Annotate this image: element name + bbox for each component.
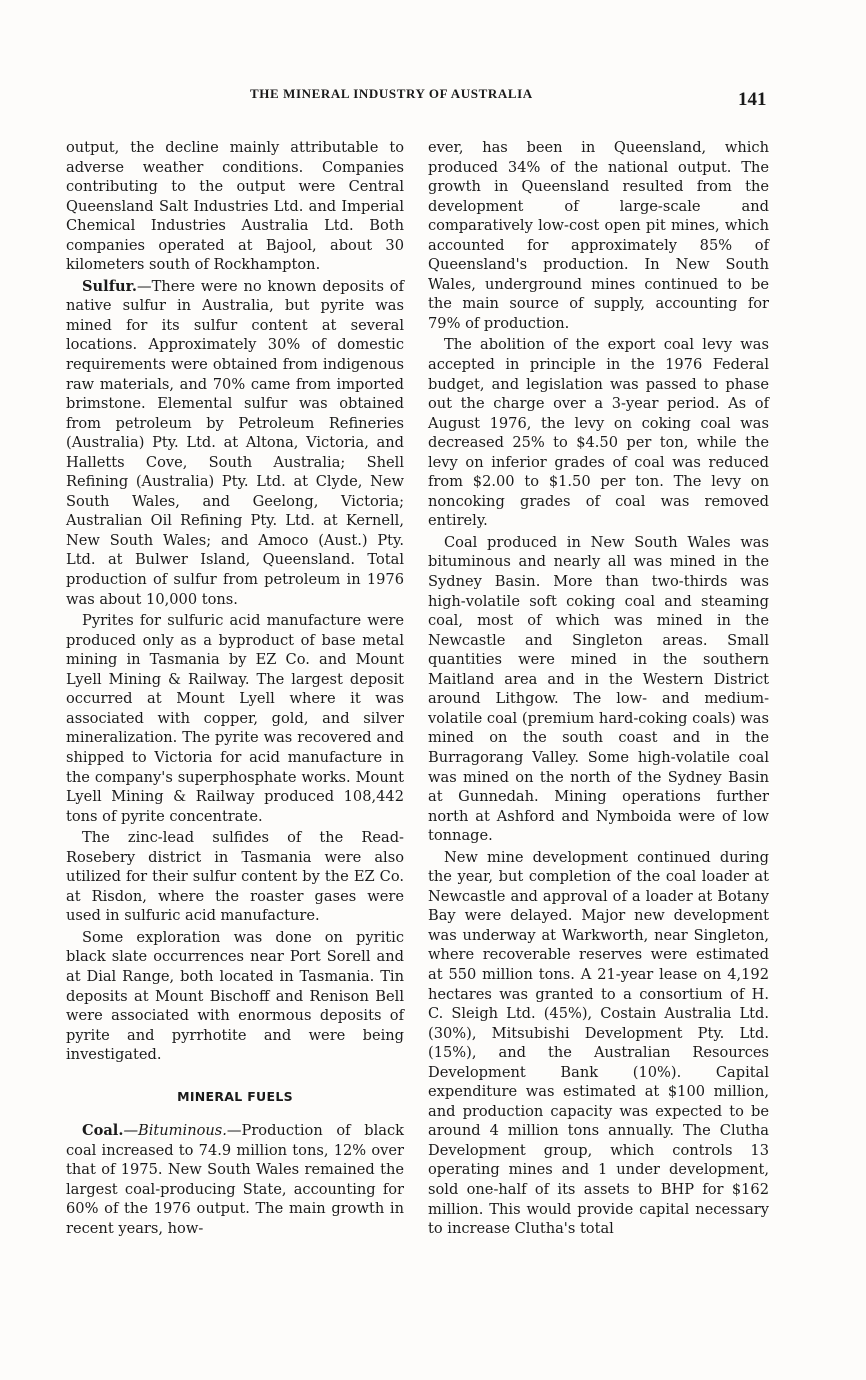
paragraph-nsw-coal: Coal produced in New South Wales was bituminous and nearly all was mined in the Sydney Basin. More than two-thirds was high-volatile soft coking coal and steaming coal, most of which was mined in the Newcastle and Singleton areas. Small quantities were mined in the southern Maitland area and in the Western District around Lithgow. The low- and medium-volatile coal (premium hard-coking coals) was mined on the south coast and in the Burragorang Valley. Some high-volatile coal was mined on the north of the Sydney Basin at Gunnedah. Mining operations further north at Ashford and Nymboida were of low tonnage. [428,533,769,845]
paragraph-queensland-continued: ever, has been in Queensland, which produced 34% of the national output. The growth in Queensland resulted from the development of large-scale and comparatively low-cost open pit mines, which accounted for approximately 85% of Queensland's production. In New South Wales, underground mines continued to be the main source of supply, accounting for 79% of production. [428,139,769,332]
sulfur-text: —There were no known deposits of native sulfur in Australia, but pyrite was mined for its sulfur content at several locations. Approximately 30% of domestic requirements were obtained from indigenous raw materials, and 70% came from imported brimstone. Elemental sulfur was obtained from petroleum by Petroleum Refineries (Australia) Pty. Ltd. at Altona, Victoria, and Halletts Cove, South Australia; Shell Refining (Australia) Pty. Ltd. at Clyde, New South Wales, and Geelong, Victoria; Australian Oil Refining Pty. Ltd. at Kernell, New South Wales; and Amoco (Aust.) Pty. Ltd. at Bulwer Island, Queensland. Total production of sulfur from petroleum in 1976 was about 10,000 tons. [66,277,404,608]
paragraph-mine-development: New mine development continued during the year, but completion of the coal loader at Newcastle and approval of a loader at Botany Bay were delayed. Major new development was underway at Warkworth, near Singleton, where recoverable reserves were estimated at 550 million tons. A 21-year lease on 4,192 hectares was granted to a consortium of H. C. Sleigh Ltd. (45%), Costain Australia Ltd. (30%), Mitsubishi Development Pty. Ltd. (15%), and the Australian Resources Development Bank (10%). Capital expenditure was estimated at $100 million, and production capacity was expected to be around 4 million tons annually. The Clutha Development group, which controls 13 operating mines and 1 under development, sold one-half of its assets to BHP for $162 million. This would provide capital necessary to increase Clutha's total [428,848,769,1238]
sulfur-heading: Sulfur. [82,277,138,295]
paragraph-exploration: Some exploration was done on pyritic black slate occurrences near Port Sorell and at Dial Range, both located in Tasmania. Tin deposits at Mount Bischoff and Renison Bell were associated with enormous deposits of pyrite and pyrrhotite and were being investigated. [66,928,404,1064]
left-column [66,138,404,1241]
paragraph-export-levy: The abolition of the export coal levy was accepted in principle in the 1976 Federal budget, and legislation was passed to phase out the charge over a 3-year period. As of August 1976, the levy on coking coal was decreased 25% to $4.50 per ton, while the levy on inferior grades of coal was reduced from $2.00 to $1.50 per ton. The levy on noncoking grades of coal was removed entirely. [428,336,769,530]
page-number: 141 [738,89,767,110]
paragraph-salt-continued: output, the decline mainly attributable to adverse weather conditions. Companies contributing to the output were Central Queensland Salt Industries Ltd. and Imperial Chemical Industries Australia Ltd. Both companies operated at Bajool, about 30 kilometers south of Rockhampton. [66,139,404,274]
coal-heading: Coal. [82,1122,124,1140]
paragraph-sulfur [66,277,404,609]
running-head: THE MINERAL INDUSTRY OF AUSTRALIA [250,86,533,101]
bituminous-subheading: —Bituminous. [123,1122,227,1140]
right-column [428,138,769,1241]
section-heading-mineral-fuels: MINERAL FUELS [177,1088,293,1104]
paragraph-pyrites: Pyrites for sulfuric acid manufacture were produced only as a byproduct of base metal mining in Tasmania by EZ Co. and Mount Lyell Mining & Railway. The largest deposit occurred at Mount Lyell where it was associated with copper, gold, and silver mineralization. The pyrite was recovered and shipped to Victoria for acid manufacture in the company's superphosphate works. Mount Lyell Mining & Railway produced 108,442 tons of pyrite concentrate. [66,612,404,825]
paragraph-coal [66,1121,404,1238]
coal-text: —Production of black coal increased to 74.9 million tons, 12% over that of 1975. New South Wales remained the largest coal-producing State, accounting for 60% of the 1976 output. The main growth in recent years, how- [66,1122,404,1237]
paragraph-zinc-lead: The zinc-lead sulfides of the Read-Rosebery district in Tasmania were also utilized for their sulfur content by the EZ Co. at Risdon, where the roaster gases were used in sulfuric acid manufacture. [66,829,404,925]
